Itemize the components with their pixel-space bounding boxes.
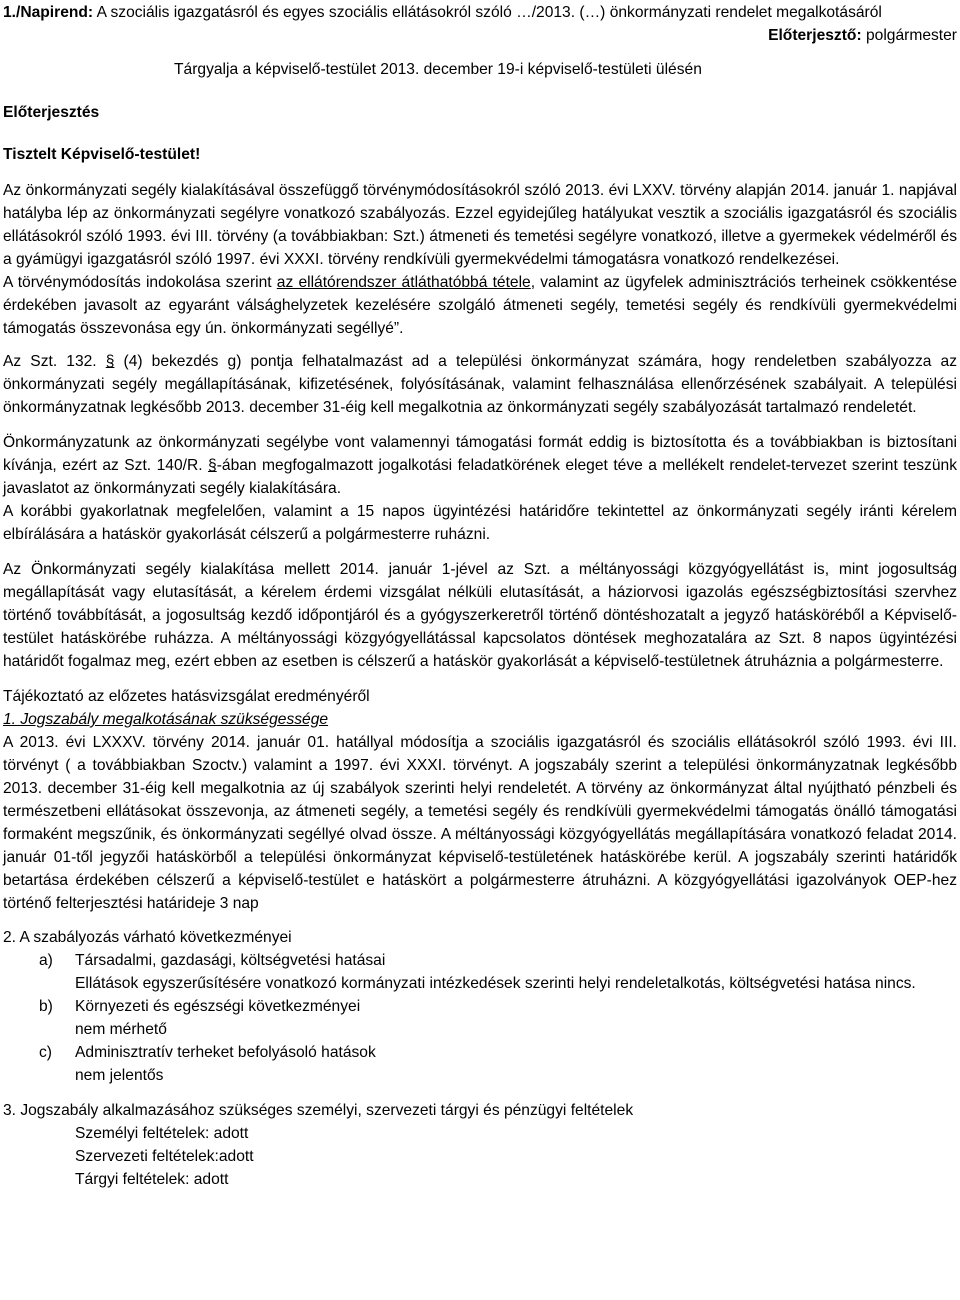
impact-heading: Tájékoztató az előzetes hatásvizsgálat eredményéről [3, 688, 370, 705]
item-text: nem mérhető [75, 1021, 167, 1038]
condition-line: Személyi feltételek: adott [75, 1125, 249, 1142]
presenter-line [3, 24, 957, 47]
consequence-item [3, 1041, 957, 1087]
section-1-text: A 2013. évi LXXXV. törvény 2014. január 01. hatállyal módosítja a szociális igazgatásról és szociális ellátásokról szóló 1993. évi III. törvényt ( a továbbiakban Szoctv.) valamint a 1997. évi XXXI. törvényt. A jogszabály szerint a települési önkormányzatnak legkésőbb 2013. december 31-éig kell megalkotnia az új szabályok szerinti helyi rendeletét. A törvény az önkormányzat által nyújtható pénzbeli és természetbeni ellátásokat összevonja, az átmeneti segély, a temetési segély és rendkívüli gyermekvédelmi támogatás önálló támogatási formaként megszűnik, és önkormányzati segéllyé olvad össze. A méltányossági közgyógyellátás megállapítására vonatkozó feladat 2014. január 01-től jegyzői hatáskörből a települési önkormányzat képviselő-testületének hatáskörébe kerül. A jogszabály szerinti határidők betartása érdekében célszerű a képviselő-testület e hatáskört a polgármesterre átruházni. A közgyógyellátási igazolványok OEP-hez történő felterjesztési határideje 3 nap [3, 734, 957, 912]
agenda-title [3, 1, 957, 24]
section-1-title: 1. Jogszabály megalkotásának szükségessége [3, 711, 329, 728]
item-title: Környezeti és egészségi következményei [75, 998, 361, 1015]
section-sign: § [208, 457, 217, 474]
discussed-line: Tárgyalja a képviselő-testület 2013. december 19-i képviselő-testületi ülésén [174, 61, 702, 78]
document-page [3, 0, 957, 1191]
section-3-title: 3. Jogszabály alkalmazásához szükséges személyi, szervezeti tárgyi és pénzügyi feltételek [3, 1102, 634, 1119]
presenter-label: Előterjesztő: [768, 27, 862, 44]
paragraph-4-start: Önkormányzatunk az önkormányzati segélybe vont valamennyi támogatási formát eddig is biztosította és a továbbiakban is biztosítani kívánja, ezért az Szt. 140/R. [3, 434, 957, 474]
item-letter: c) [39, 1044, 52, 1061]
presenter-value: polgármester [865, 27, 957, 44]
agenda-text: A szociális igazgatásról és egyes szociális ellátásokról szóló …/2013. (…) önkormányzati rendelet megalkotásáról [96, 4, 882, 21]
consequence-item [3, 995, 957, 1041]
doc-type: Előterjesztés [3, 104, 100, 121]
paragraph-6: Az Önkormányzati segély kialakítása mellett 2014. január 1-jével az Szt. a méltányossági közgyógyellátást is, mint jogosultság megállapítását vagy elutasítását, a kérelem érdemi vizsgálat nélküli elutasítását, a háziorvosi igazolás egészségbiztosítási szervhez történő továbbítását, a jogosultság kezdő időpontjáról és a gyógyszerkeretről történő döntéshozatalt a jegyző hatásköréből a Képviselő-testület hatáskörébe ruházza. A méltányossági közgyógyellátással kapcsolatos döntések meghozatalára az Szt. 8 napos ügyintézési határidőt fogalmaz meg, ezért ebben az esetben is célszerű a hatáskör gyakorlását a képviselő-testületnek átruháznia a polgármesterre. [3, 561, 957, 670]
item-text: nem jelentős [75, 1067, 164, 1084]
conditions-list [3, 1122, 957, 1191]
item-letter: a) [39, 952, 53, 969]
paragraph-2-end: , valamint az ügyfelek adminisztrációs terheinek csökkentése érdekében javasolt az egyaránt válsághelyzetek kezelésére szolgáló átmeneti segély, temetési segély és rendkívüli gyermekvédelmi támogatás összevonása egy ún. önkormányzati segéllyé”. [3, 274, 958, 337]
agenda-label: 1./Napirend: [3, 4, 94, 21]
condition-line: Tárgyi feltételek: adott [75, 1171, 229, 1188]
item-text: Ellátások egyszerűsítésére vonatkozó kormányzati intézkedések szerinti helyi rendeletalkotás, költségvetési hatása nincs. [75, 975, 916, 992]
section-2-title: 2. A szabályozás várható következményei [3, 929, 292, 946]
paragraph-4-end: -ában megfogalmazott jogalkotási feladatkörének eleget téve a mellékelt rendelet-tervezet szerint teszünk javaslatot az önkormányzati segély kialakítására. [3, 457, 957, 497]
paragraph-3-end: (4) bekezdés g) pontja felhatalmazást ad a települési önkormányzat számára, hogy rendeletben szabályozza az önkormányzati segély megállapításának, kifizetésének, folyósításának, valamint felhasználása ellenőrzésének szabályait. A települési önkormányzatnak legkésőbb 2013. december 31-éig kell megalkotnia az önkormányzati segély szabályozását tartalmazó rendeletét. [3, 353, 957, 416]
paragraph-5: A korábbi gyakorlatnak megfelelően, valamint a 15 napos ügyintézési határidőre tekintettel az önkormányzati segély iránti kérelem elbírálására a hatáskör gyakorlását célszerű a polgármesterre ruházni. [3, 503, 957, 543]
paragraph-2-underlined: az ellátórendszer átláthatóbbá tétele [276, 274, 531, 291]
paragraph-3 [3, 350, 957, 419]
paragraph-3-start: Az Szt. 132. [3, 353, 106, 370]
item-title: Adminisztratív terheket befolyásoló hatások [75, 1044, 376, 1061]
condition-line: Szervezeti feltételek:adott [75, 1148, 254, 1165]
paragraph-2-start: A törvénymódosítás indokolása szerint [3, 274, 277, 291]
section-sign: § [105, 353, 115, 370]
paragraph-1: Az önkormányzati segély kialakításával összefüggő törvénymódosításokról szóló 2013. évi LXXV. törvény alapján 2014. január 1. napjával hatályba lép az önkormányzati segélyre vonatkozó szabályozás. Ezzel egyidejűleg hatályukat vesztik a szociális igazgatásról és szociális ellátásokról szóló 1993. évi III. törvény (a továbbiakban: Szt.) átmeneti és temetési segélyre vonatkozó, illetve a gyermekek védelméről és a gyámügyi igazgatásról szóló 1997. évi XXXI. törvény rendkívüli gyermekvédelmi támogatásra vonatkozó rendelkezései. [3, 182, 957, 268]
consequence-item [3, 949, 957, 995]
item-letter: b) [39, 998, 53, 1015]
paragraph-2 [3, 271, 957, 340]
paragraph-4 [3, 431, 957, 500]
item-title: Társadalmi, gazdasági, költségvetési hatásai [75, 952, 386, 969]
salutation: Tisztelt Képviselő-testület! [3, 146, 201, 163]
